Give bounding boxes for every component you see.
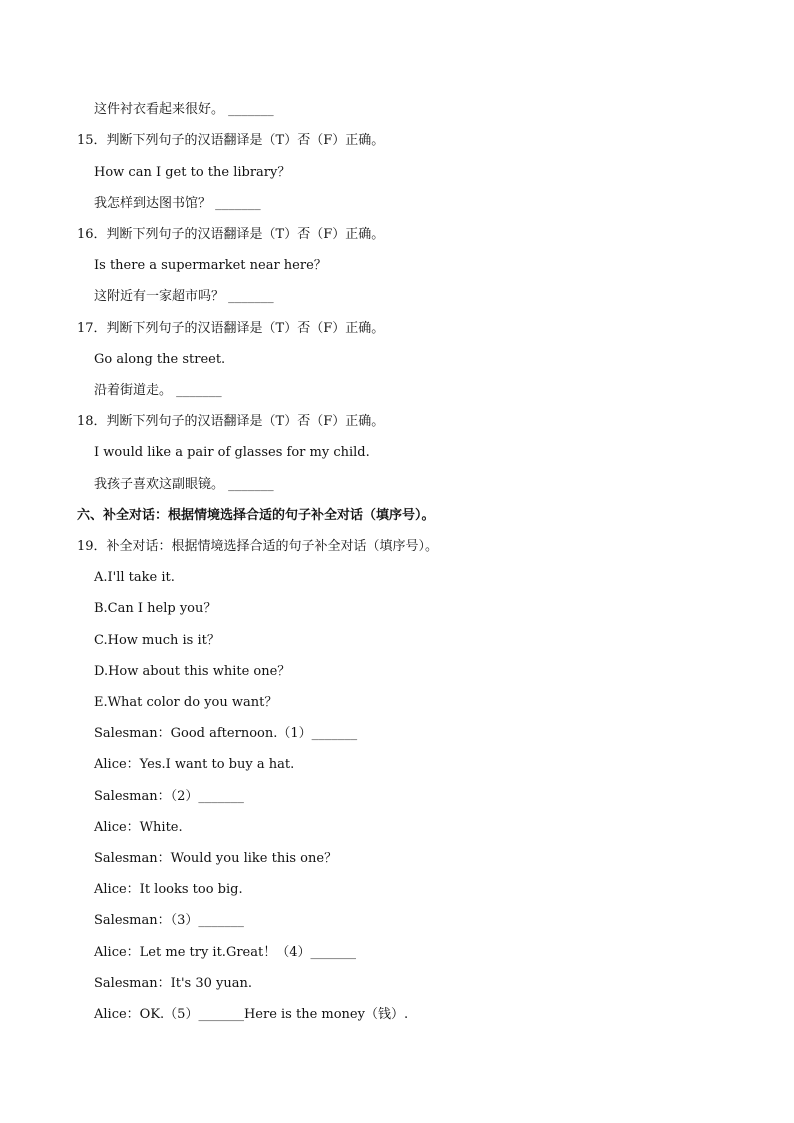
option-b: B.Can I help you？ [94,601,217,616]
option-c: C.How much is it？ [94,633,220,648]
dialogue-line-4: Alice：White. [94,820,183,835]
q18-chinese-sentence: 我孩子喜欢这副眼镜。 _______ [94,477,274,492]
option-e: E.What color do you want？ [94,695,278,710]
dialogue-line-3: Salesman：（2）_______ [94,789,244,804]
dialogue-line-10: Alice：OK.（5）_______Here is the money（钱）. [94,1007,409,1022]
dialogue-line-5: Salesman：Would you like this one？ [94,851,338,866]
dialogue-line-9: Salesman：It's 30 yuan. [94,976,253,991]
option-a: A.I'll take it. [94,570,175,585]
dialogue-line-6: Alice：It looks too big. [94,882,243,897]
dialogue-line-2: Alice：Yes.I want to buy a hat. [94,757,295,772]
section-six-heading: 六、补全对话：根据情境选择合适的句子补全对话（填序号）。 [77,508,435,523]
q18-prompt: 18．判断下列句子的汉语翻译是（T）否（F）正确。 [77,414,385,429]
q18-english-sentence: I would like a pair of glasses for my child. [94,445,370,460]
q15-prompt: 15．判断下列句子的汉语翻译是（T）否（F）正确。 [77,133,385,148]
q17-chinese-sentence: 沿着街道走。 _______ [94,383,222,398]
q17-english-sentence: Go along the street. [94,352,226,367]
q16-prompt: 16．判断下列句子的汉语翻译是（T）否（F）正确。 [77,227,385,242]
dialogue-line-7: Salesman：（3）_______ [94,913,244,928]
dialogue-line-8: Alice：Let me try it.Great！（4）_______ [94,945,356,960]
q14-chinese-sentence: 这件衬衣看起来很好。 _______ [94,102,274,117]
option-d: D.How about this white one？ [94,664,291,679]
q16-chinese-sentence: 这附近有一家超市吗？ _______ [94,289,274,304]
q16-english-sentence: Is there a supermarket near here？ [94,258,327,273]
q17-prompt: 17．判断下列句子的汉语翻译是（T）否（F）正确。 [77,321,385,336]
q19-prompt: 19．补全对话：根据情境选择合适的句子补全对话（填序号）。 [77,539,439,554]
q15-english-sentence: How can I get to the library？ [94,165,291,180]
dialogue-line-1: Salesman：Good afternoon.（1）_______ [94,726,358,741]
q15-chinese-sentence: 我怎样到达图书馆？ _______ [94,196,261,211]
